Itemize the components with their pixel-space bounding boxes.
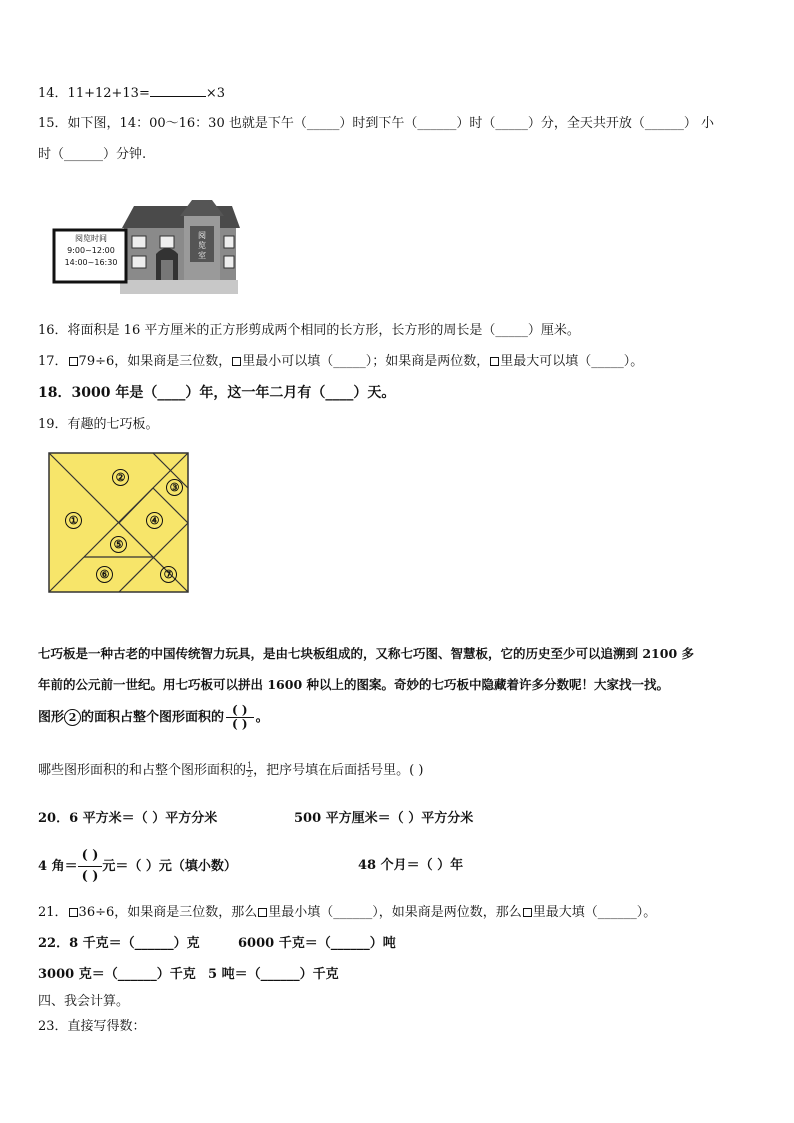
blank-square-icon <box>69 357 78 366</box>
question-20-row1-b: 500 平方厘米＝（ ）平方分米 <box>294 811 474 826</box>
question-23 <box>38 1018 146 1036</box>
fraction-denominator: ( ) <box>232 717 248 731</box>
question-text: 图形 <box>38 710 65 725</box>
section-4-heading: 四、我会计算。 <box>38 994 130 1009</box>
opening-hours-sign <box>56 233 126 269</box>
question-text: 里最小填（______），如果商是两位数，那么 <box>268 905 522 920</box>
question-text: 里最大可以填（_____）。 <box>500 354 644 369</box>
sign-time-morning: 9:00~12:00 <box>67 246 115 255</box>
svg-text:室: 室 <box>198 251 206 260</box>
question-22-row2-b: 5 吨＝（______）千克 <box>208 967 339 982</box>
blank-square-icon <box>69 908 78 917</box>
question-text: 8 千克＝（______）克 <box>69 936 200 951</box>
question-text: 有趣的七巧板。 <box>67 417 159 432</box>
question-15-line2 <box>38 146 146 164</box>
fraction-numerator: 1 <box>247 761 253 770</box>
question-22-row1-b: 6000 千克＝（______）吨 <box>238 936 396 951</box>
question-text: 3000 年是（____）年，这一年二月有（____）天。 <box>71 385 396 401</box>
question-text: 直接写得数： <box>67 1019 146 1034</box>
question-20-row2-b: 48 个月＝（ ）年 <box>358 858 464 873</box>
tangram-label-1: ① <box>65 512 82 529</box>
tangram-label-6: ⑥ <box>96 566 113 583</box>
question-number: 15． <box>38 116 68 131</box>
question-text: 36÷6，如果商是三位数，那么 <box>78 905 258 920</box>
tangram-label-7: ⑦ <box>160 566 177 583</box>
question-19 <box>38 416 159 434</box>
question-text: 的面积占整个图形面积的 <box>81 710 225 725</box>
question-text: 。 <box>255 710 269 725</box>
tangram-label-5: ⑤ <box>110 536 127 553</box>
tangram-intro-line1: 七巧板是一种古老的中国传统智力玩具，是由七块板组成的，又称七巧图、智慧板，它的历史至少可以追溯到 2100 多 <box>38 646 694 661</box>
answer-fraction[interactable] <box>226 704 254 731</box>
question-number: 14． <box>38 86 68 101</box>
question-text: 11+12+13= <box>67 86 150 101</box>
question-text: 79÷6，如果商是三位数， <box>78 354 232 369</box>
question-number: 20． <box>38 811 70 826</box>
question-22-row2 <box>38 966 196 984</box>
sign-title: 阅览时间 <box>75 234 107 243</box>
question-text: 里最小可以填（_____）；如果商是两位数， <box>242 354 490 369</box>
question-text: 3000 克＝（______）千克 <box>38 967 196 982</box>
blank-square-icon <box>523 908 532 917</box>
question-18 <box>38 384 395 402</box>
question-text: ，把序号填在后面括号里。( ) <box>253 763 424 778</box>
question-16 <box>38 322 580 340</box>
fraction-numerator: ( ) <box>226 704 254 718</box>
question-text-tail: ×3 <box>205 86 226 101</box>
answer-blank[interactable] <box>150 84 206 97</box>
question-20-row1 <box>38 810 217 828</box>
svg-text:阅: 阅 <box>198 231 206 240</box>
question-21 <box>38 904 656 922</box>
question-number: 17． <box>38 354 68 369</box>
question-number: 19． <box>38 417 68 432</box>
question-14 <box>38 84 225 103</box>
tangram-label-2: ② <box>112 469 129 486</box>
tangram-intro-line2: 年前的公元前一世纪。用七巧板可以拼出 1600 种以上的图案。奇妙的七巧板中隐藏着许多分数呢！大家找一找。 <box>38 677 669 692</box>
question-text: 6 平方米＝（ ）平方分米 <box>69 811 218 826</box>
tangram-label-4: ④ <box>146 512 163 529</box>
sum-question <box>38 762 423 780</box>
tangram-label-3: ③ <box>166 479 183 496</box>
svg-text:览: 览 <box>198 241 206 250</box>
question-text: 如下图，14：00～16：30 也就是下午（_____）时到下午（______）时（_____）分，全天共开放（______） 小 <box>67 116 714 131</box>
fraction-denominator: 2 <box>247 770 253 779</box>
question-number: 22． <box>38 936 70 951</box>
answer-fraction[interactable] <box>78 846 103 887</box>
question-22-row1 <box>38 935 200 953</box>
question-number: 21． <box>38 905 68 920</box>
fraction-question <box>38 704 269 731</box>
fraction-numerator: ( ) <box>78 846 103 867</box>
question-15-line1 <box>38 115 714 133</box>
circled-number-icon: 2 <box>64 709 81 726</box>
question-20-row2 <box>38 846 237 887</box>
blank-square-icon <box>258 908 267 917</box>
question-number: 18． <box>38 385 72 401</box>
question-text: 时（______）分钟. <box>38 147 147 162</box>
blank-square-icon <box>232 357 241 366</box>
question-text: 4 角＝ <box>38 859 78 874</box>
question-text: 哪些图形面积的和占整个图形面积的 <box>38 763 247 778</box>
sign-time-afternoon: 14:00~16:30 <box>64 258 118 267</box>
question-17 <box>38 353 643 371</box>
question-text: 里最大填（______）。 <box>532 905 657 920</box>
question-number: 16． <box>38 323 68 338</box>
fraction-denominator: ( ) <box>81 869 99 884</box>
question-text: 元＝（ ）元（填小数） <box>102 859 237 874</box>
question-number: 23． <box>38 1019 68 1034</box>
blank-square-icon <box>490 357 499 366</box>
question-text: 将面积是 16 平方厘米的正方形剪成两个相同的长方形，长方形的周长是（_____）厘米。 <box>67 323 580 338</box>
